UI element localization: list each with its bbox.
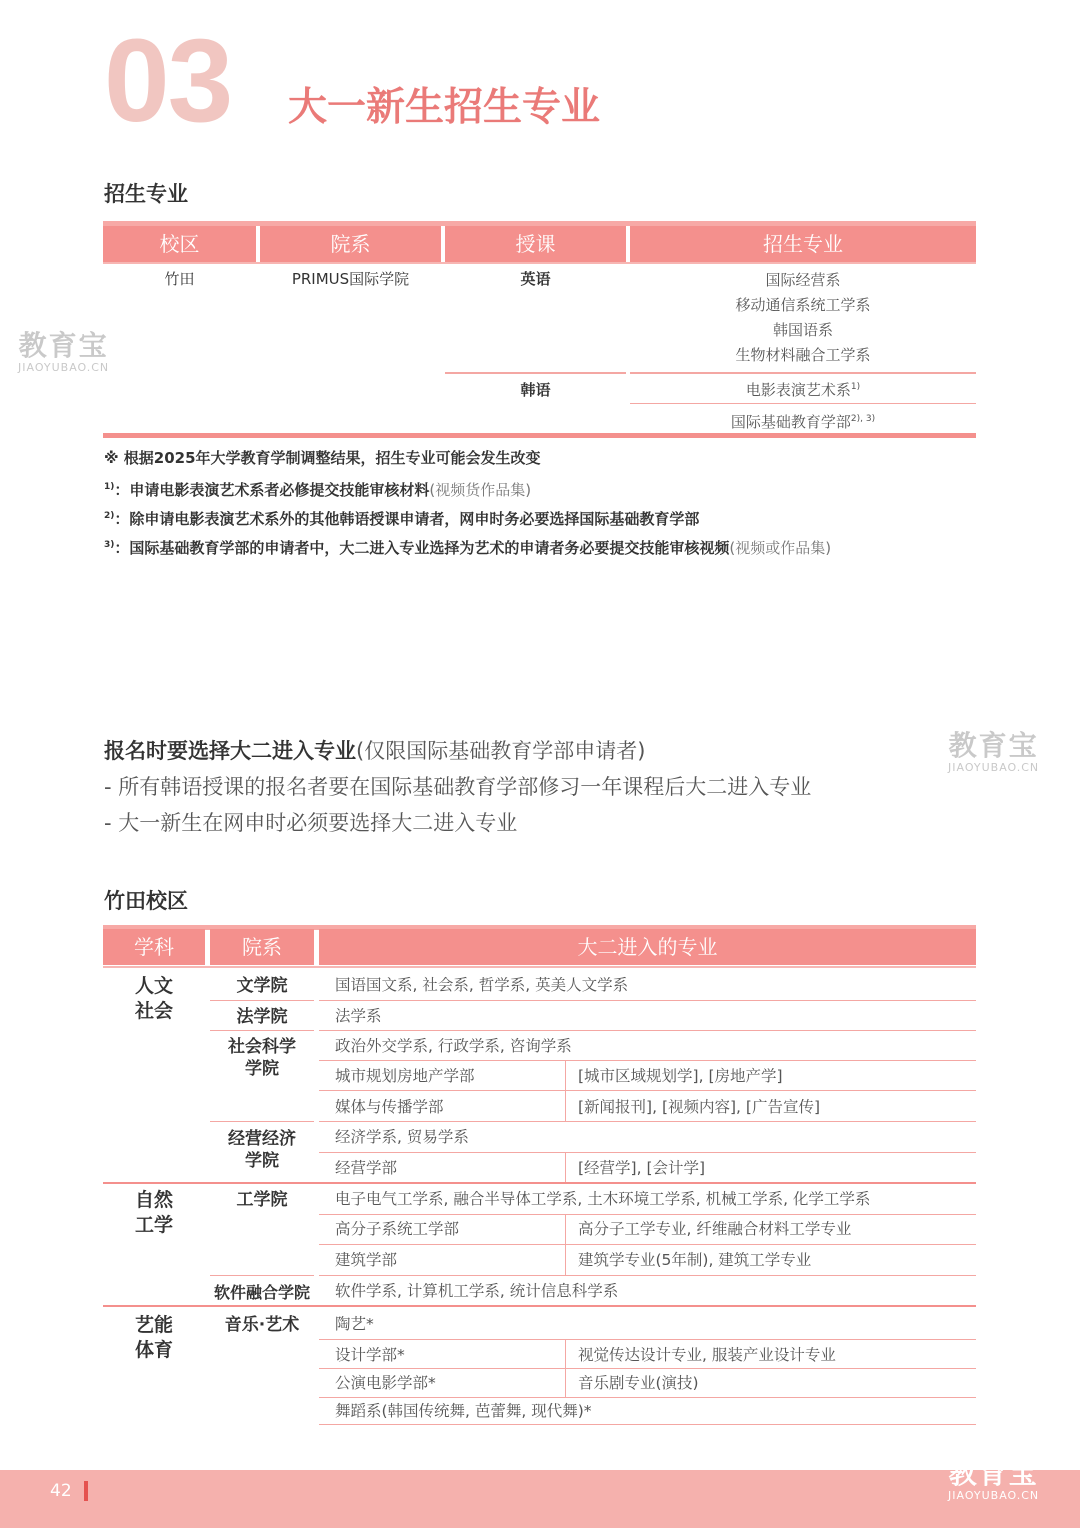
sophomore-line-1: - 所有韩语授课的报名者要在国际基础教育学部修习一年课程后大二进入专业 (104, 775, 812, 799)
table1-campus: 竹田 (164, 270, 195, 288)
table1-english-majors (630, 268, 976, 368)
watermark-cn: 教育宝 (18, 329, 109, 362)
table1-divider (630, 372, 976, 374)
major-item: 生物材料融合工学系 (735, 346, 871, 364)
row-cell: 高分子系统工学部 (335, 1220, 460, 1238)
row-cell: 陶艺* (335, 1315, 374, 1333)
row-cell: [新闻报刊], [视频内容], [广告宣传] (578, 1098, 820, 1116)
row-divider (319, 1275, 976, 1276)
sophomore-heading-bold: 报名时要选择大二进入专业 (104, 739, 356, 763)
major-name: 电影表演艺术系 (745, 381, 851, 399)
row-divider (319, 1090, 976, 1091)
watermark-logo (948, 1458, 1039, 1502)
note-mark: 2) (104, 511, 115, 521)
footnote-mark: 2), 3) (850, 414, 876, 424)
row-divider (319, 1030, 976, 1031)
note-light: (视频货作品集) (429, 481, 532, 499)
table1-header-campus: 校区 (103, 226, 256, 262)
chapter-title: 大一新生招生专业 (288, 85, 601, 130)
note-text: ：除申请电影表演艺术系外的其他韩语授课申请者，网申时务必要选择国际基础教育学部 (114, 510, 700, 528)
table1-title: 招生专业 (104, 182, 188, 206)
row-cell: 建筑学专业(5年制), 建筑工学专业 (578, 1251, 812, 1269)
sophomore-heading-light: (仅限国际基础教育学部申请者) (356, 739, 646, 763)
table1-korean-major-1 (630, 377, 976, 400)
category-divider (103, 1182, 976, 1184)
category-engineering: 自然 工学 (134, 1189, 173, 1236)
dept-law: 法学院 (236, 1007, 288, 1027)
row-divider (319, 1060, 976, 1061)
table1-lang-korean: 韩语 (520, 381, 551, 399)
table1-bottomline (103, 433, 976, 438)
row-divider (319, 1397, 976, 1398)
table2-title: 竹田校区 (104, 889, 188, 913)
row-cell: 设计学部* (335, 1346, 405, 1364)
row-divider (319, 1244, 976, 1245)
row-divider (319, 1000, 976, 1001)
row-cell: 高分子工学专业, 纤维融合材料工学专业 (578, 1220, 852, 1238)
table2-header-dept: 院系 (210, 929, 314, 965)
note-mark: 3) (104, 540, 115, 550)
dept-divider (210, 1000, 314, 1001)
table1-korean-major-2 (630, 409, 976, 432)
row-cell: 城市规划房地产学部 (335, 1067, 475, 1085)
table1-header-majors: 招生专业 (630, 226, 976, 262)
watermark-en: JIAOYUBAO.CN (18, 361, 110, 374)
table1-divider (630, 403, 976, 404)
table1-header-bottomline (103, 262, 976, 264)
table1-lang-english: 英语 (520, 270, 551, 288)
table1-college: PRIMUS国际学院 (291, 270, 410, 288)
sophomore-line-2: - 大一新生在网申时必须要选择大二进入专业 (104, 811, 518, 835)
row-cell: 软件学系, 计算机工学系, 统计信息科学系 (335, 1282, 619, 1300)
row-cell: 政治外交学系, 行政学系, 咨询学系 (335, 1037, 572, 1055)
table2-header-bottomline (103, 966, 976, 968)
dept-social-science: 社会科学 学院 (228, 1037, 296, 1079)
note-1 (104, 477, 531, 500)
column-divider (565, 1060, 566, 1121)
note-text: ：申请电影表演艺术系者必修提交技能审核材料 (114, 481, 430, 499)
row-cell: 建筑学部 (335, 1251, 398, 1269)
row-cell: 音乐剧专业(演技) (578, 1374, 699, 1392)
major-name: 国际基础教育学部 (730, 413, 851, 431)
chapter-number: 03 (104, 15, 232, 147)
row-cell: 媒体与传播学部 (335, 1098, 444, 1116)
watermark-logo (948, 730, 1039, 774)
page-number: 42 (50, 1481, 72, 1501)
watermark-cn: 教育宝 (948, 1457, 1039, 1490)
row-divider (319, 1339, 976, 1340)
dept-divider (210, 1030, 314, 1031)
dept-divider (210, 1275, 314, 1276)
category-divider (103, 1305, 976, 1307)
dept-music-art: 音乐·艺术 (224, 1315, 300, 1335)
major-item: 韩国语系 (772, 321, 833, 339)
row-divider (319, 1214, 976, 1215)
table2-header-major: 大二进入的专业 (319, 929, 976, 965)
page-footer (0, 1470, 1080, 1528)
row-cell: 公演电影学部* (335, 1374, 436, 1392)
row-divider (319, 1152, 976, 1153)
sophomore-heading (104, 737, 645, 765)
dept-business: 经营经济 学院 (228, 1129, 296, 1171)
row-cell: [城市区域规划学], [房地产学] (578, 1067, 783, 1085)
major-item: 移动通信系统工学系 (735, 296, 871, 314)
column-divider (565, 1339, 566, 1397)
dept-liberal-arts: 文学院 (236, 976, 288, 996)
note-3 (104, 535, 831, 558)
major-item: 国际经营系 (765, 271, 841, 289)
dept-divider (210, 1121, 314, 1122)
row-divider (319, 1424, 976, 1425)
row-cell: 经济学系, 贸易学系 (335, 1128, 469, 1146)
category-arts: 艺能 体育 (134, 1314, 173, 1361)
note-0: ※ 根据2025年大学教育学制调整结果，招生专业可能会发生改变 (104, 449, 541, 467)
row-cell: [经营学], [会计学] (578, 1159, 706, 1177)
row-cell: 视觉传达设计专业, 服装产业设计专业 (578, 1346, 836, 1364)
column-divider (565, 1152, 566, 1182)
row-cell: 舞蹈系(韩国传统舞, 芭蕾舞, 现代舞)* (335, 1402, 592, 1420)
watermark-cn: 教育宝 (948, 729, 1039, 762)
column-divider (565, 1214, 566, 1275)
table1-header-language: 授课 (445, 226, 626, 262)
dept-engineering: 工学院 (236, 1190, 288, 1210)
note-light: (视频或作品集) (729, 539, 832, 557)
note-2 (104, 506, 699, 529)
note-mark: 1) (104, 482, 115, 492)
row-cell: 经营学部 (335, 1159, 398, 1177)
category-humanities: 人文 社会 (134, 975, 173, 1022)
row-divider (319, 1121, 976, 1122)
footnote-mark: 1) (850, 382, 861, 392)
table1-divider (445, 372, 626, 374)
note-text: ：国际基础教育学部的申请者中，大二进入专业选择为艺术的申请者务必要提交技能审核视频 (114, 539, 730, 557)
row-divider (319, 1368, 976, 1369)
table2-header-subject: 学科 (103, 929, 205, 965)
watermark-en: JIAOYUBAO.CN (948, 761, 1040, 774)
row-cell: 国语国文系, 社会系, 哲学系, 英美人文学系 (335, 976, 629, 994)
row-cell: 电子电气工学系, 融合半导体工学系, 土木环境工学系, 机械工学系, 化学工学系 (335, 1190, 871, 1208)
watermark-en: JIAOYUBAO.CN (948, 1489, 1040, 1502)
dept-software: 软件融合学院 (213, 1283, 310, 1302)
watermark-logo (18, 330, 109, 374)
page-number-bar (84, 1481, 88, 1501)
row-cell: 法学系 (335, 1007, 382, 1025)
table1-header-college: 院系 (260, 226, 441, 262)
